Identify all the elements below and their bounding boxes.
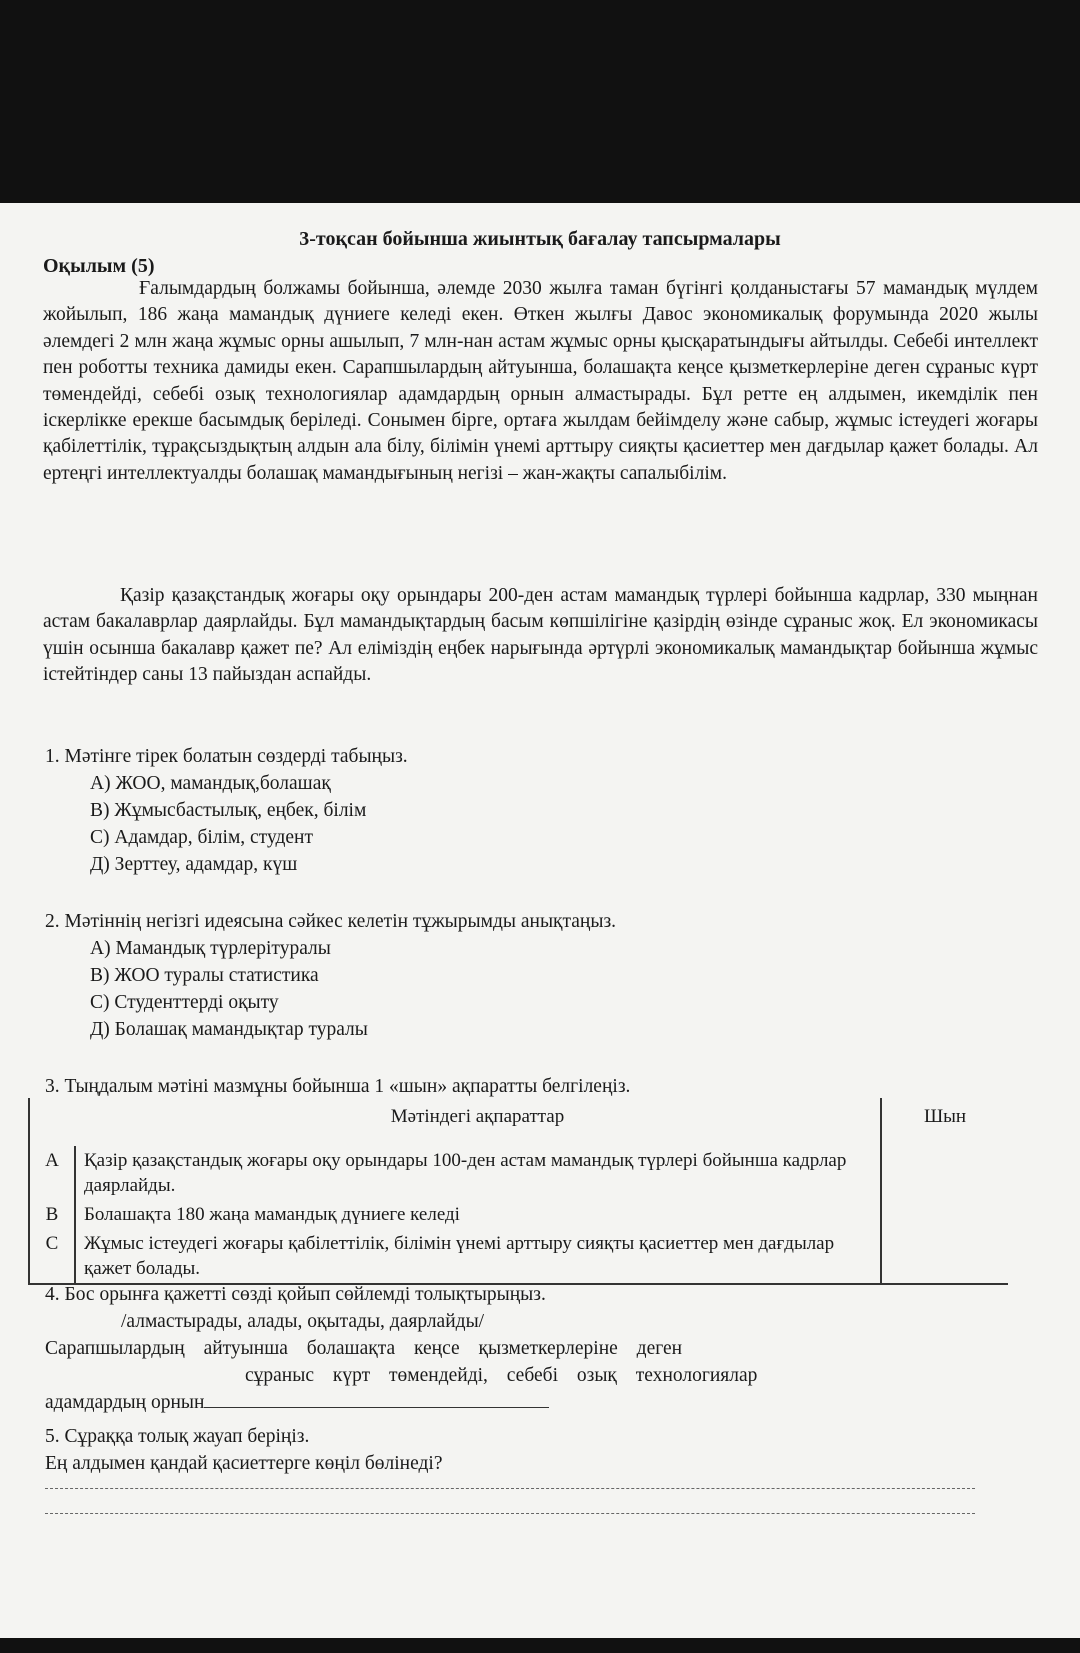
table-header-true: Шын: [881, 1098, 1008, 1146]
true-false-table: [28, 1098, 1008, 1285]
question-4-sentence-line-3: адамдардың орнын: [45, 1392, 205, 1413]
top-dark-band: [0, 0, 1080, 203]
table-row: [29, 1200, 1008, 1229]
question-1-option-c: С) Адамдар, білім, студент: [90, 827, 314, 848]
question-4: [45, 1281, 1035, 1416]
row-text: Жұмыс істеудегі жоғары қабілеттілік, білімін үнемі арттыру сияқты қасиеттер мен дағдылар қажет болады.: [75, 1229, 881, 1284]
row-letter: А: [29, 1146, 75, 1200]
question-3: [45, 1073, 1035, 1100]
question-4-word-list: /алмастырады, алады, оқытады, даярлайды/: [121, 1311, 485, 1332]
true-answer-cell[interactable]: [881, 1146, 1008, 1200]
question-2-option-c: С) Студенттерді оқыту: [90, 992, 279, 1013]
question-2-option-d: Д) Болашақ мамандықтар туралы: [90, 1019, 368, 1040]
question-4-text: 4. Бос орынға қажетті сөзді қойып сөйлемді толықтырыңыз.: [45, 1284, 546, 1305]
question-1-option-a: А) ЖОО, мамандық,болашақ: [90, 773, 331, 794]
question-5: [45, 1423, 1035, 1477]
bottom-dark-band: [0, 1638, 1080, 1653]
page-title: 3-тоқсан бойынша жиынтық бағалау тапсырмалары: [299, 228, 781, 250]
reading-paragraph-1: Ғалымдардың болжамы бойынша, әлемде 2030 жылға таман бүгінгі қолданыстағы 57 мамандық мүлдем жойылып, 186 жаңа мамандық дүниеге келеді екен. Өткен жылғы Давос экономикалық форумында 2020 жылы әлемдегі 2 млн жаңа жұмыс орны ашылып, 7 млн-нан астам жұмыс орны қысқаратындығы айтылды. Себебі интеллект пен роботты техника дамиды екен. Сарапшылардың айтуынша, болашақта кеңсе қызметкерлеріне деген сұраныс күрт төмендейді, себебі озық технологиялар адамдардың орнын алмастырады. Бұл ретте ең алдымен, икемділік пен іскерлікке ерекше басымдық беріледі. Сонымен бірге, ортаға жылдам бейімделу және сабыр, жұмыс істеудегі жоғары қабілеттілік, тұрақсыздықтың алдын ала білу, білімін үнемі арттыру сияқты қасиеттер мен дағдылар қажет болады. Ал ертеңгі интеллектуалды болашақ мамандығының негізі – жан-жақты сапалыбілім.: [43, 278, 1038, 484]
question-2-option-a: А) Мамандық түрлерітуралы: [90, 938, 331, 959]
table-header-info: Мәтіндегі ақпараттар: [390, 1106, 565, 1127]
answer-line-2[interactable]: [45, 1513, 975, 1514]
question-5-question: Ең алдымен қандай қасиеттерге көңіл бөлінеді?: [45, 1453, 443, 1474]
row-text: Болашақта 180 жаңа мамандық дүниеге келеді: [84, 1204, 460, 1225]
section-heading: Оқылым (5): [43, 255, 155, 277]
question-1-option-d: Д) Зерттеу, адамдар, күш: [90, 854, 298, 875]
true-answer-cell[interactable]: [881, 1229, 1008, 1284]
question-2-option-b: В) ЖОО туралы статистика: [90, 965, 319, 986]
table-row: [29, 1146, 1008, 1200]
question-3-text: 3. Тыңдалым мәтіні мазмұны бойынша 1 «шын» ақпаратты белгілеңіз.: [45, 1076, 631, 1097]
worksheet-page: [0, 203, 1080, 1638]
question-4-sentence-line-2: сұраныс күрт төмендейді, себебі озық технологиялар: [245, 1365, 758, 1386]
question-5-text: 5. Сұраққа толық жауап беріңіз.: [45, 1426, 310, 1447]
table-row: [29, 1229, 1008, 1284]
question-2-text: 2. Мәтіннің негізгі идеясына сәйкес келетін тұжырымды анықтаңыз.: [45, 911, 617, 932]
row-letter: С: [29, 1229, 75, 1284]
reading-paragraph-2: Қазір қазақстандық жоғары оқу орындары 200-ден астам мамандық түрлері бойынша кадрлар, 330 мыңнан астам бакалаврлар даярлайды. Бұл мамандықтардың басым көпшілігіне қазірдің өзінде сұраныс жоқ. Ел экономикасы үшін осынша бакалавр қажет пе? Ал еліміздің еңбек нарығында әртүрлі экономикалық мамандықтар бойынша жұмыс істейтіндер саны 13 пайыздан аспайды.: [43, 585, 1038, 686]
row-text: Қазір қазақстандық жоғары оқу орындары 100-ден астам мамандық түрлері бойынша кадрлар даярлайды.: [84, 1150, 847, 1196]
question-4-sentence-line-1: Сарапшылардың айтуынша болашақта кеңсе қызметкерлеріне деген: [45, 1338, 683, 1359]
fill-in-blank[interactable]: [204, 1389, 549, 1408]
question-1: [45, 743, 1035, 878]
question-2: [45, 908, 1035, 1043]
answer-line-1[interactable]: [45, 1488, 975, 1489]
question-1-option-b: В) Жұмысбастылық, еңбек, білім: [90, 800, 367, 821]
row-letter: В: [29, 1200, 75, 1229]
question-1-text: 1. Мәтінге тірек болатын сөздерді табыңыз.: [45, 746, 408, 767]
true-answer-cell[interactable]: [881, 1200, 1008, 1229]
